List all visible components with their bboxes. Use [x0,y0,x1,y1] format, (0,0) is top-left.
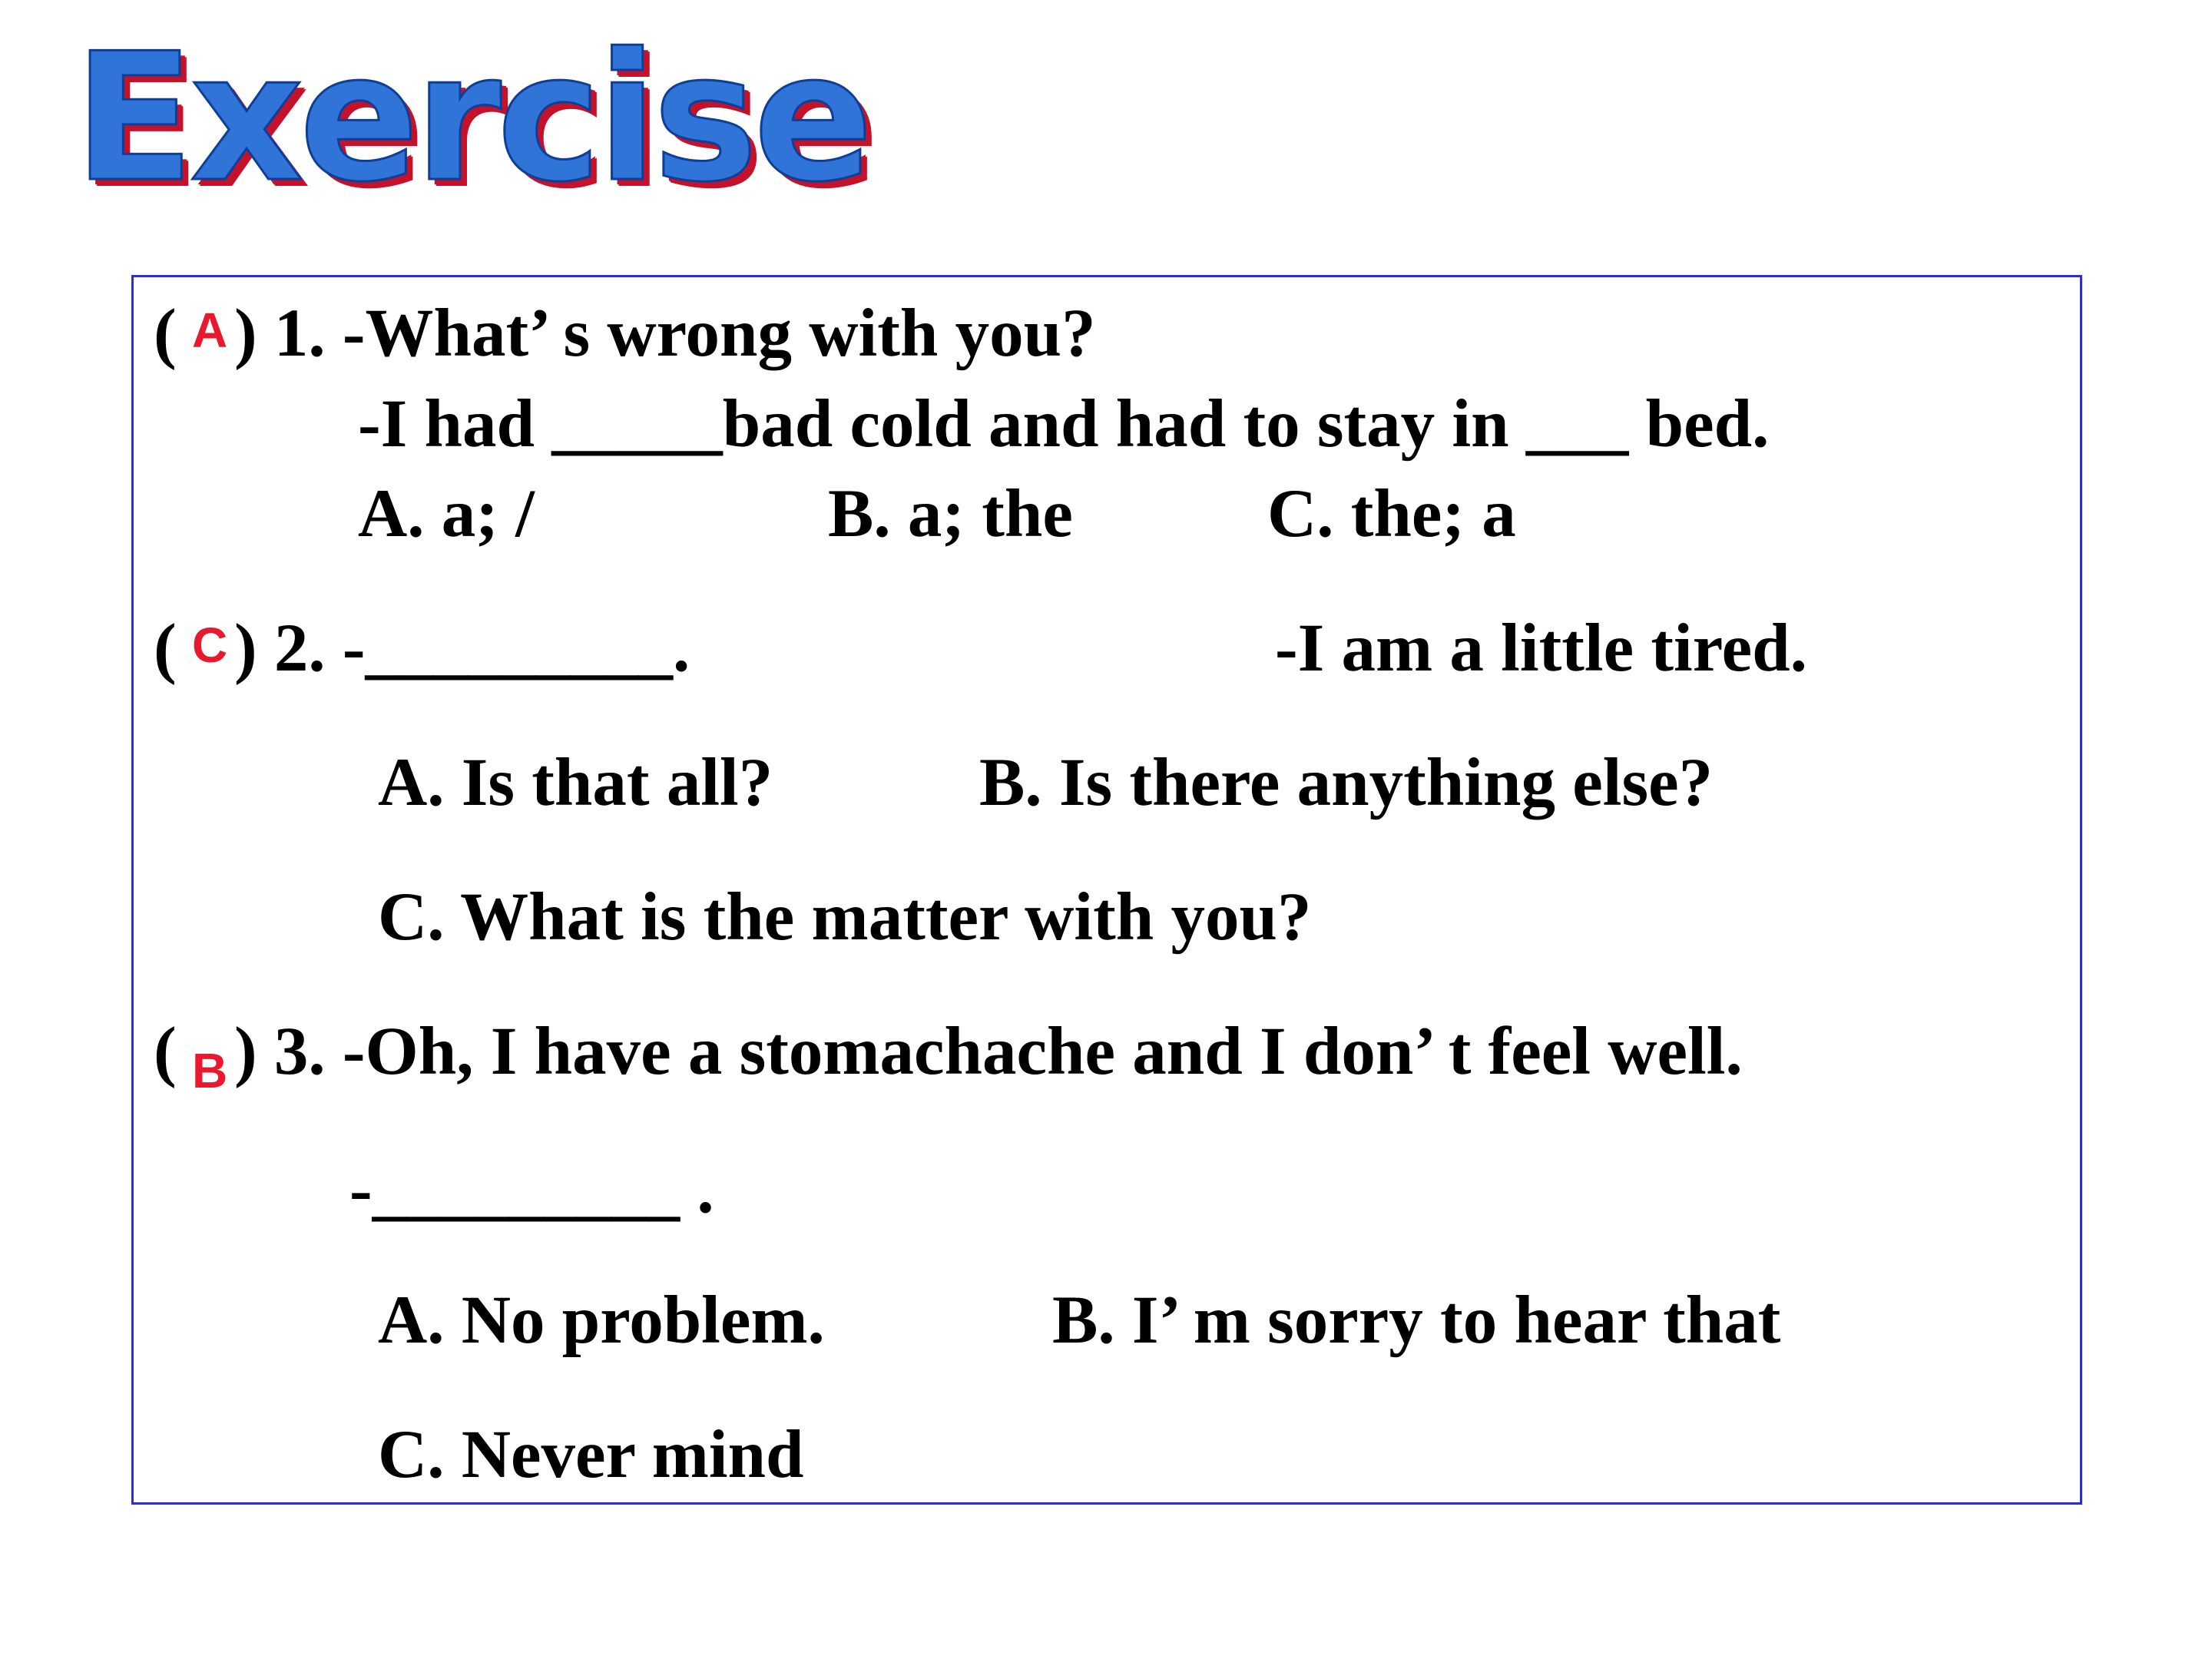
q3-option-a: A. No problem. [378,1283,825,1358]
q3-option-c: C. Never mind [378,1417,804,1492]
page-title: Exercise [74,16,869,221]
q1-stem: ) 1. -What’ s wrong with you? [234,296,1096,371]
q2-answer: C [192,618,228,673]
q2-option-c: C. What is the matter with you? [378,879,1312,955]
q2-stem: ) 2. -_________. [234,611,690,686]
q1-option-c: C. the; a [1267,476,1516,551]
q3-open-paren: ( [154,1014,177,1089]
q3-option-b: B. I’ m sorry to hear that [1052,1283,1781,1358]
q3-answer: B [192,1043,228,1098]
q1-line2: -I had _____bad cold and had to stay in ___ bed. [358,386,1770,462]
q2-open-paren: ( [154,611,177,686]
q2-reply: -I am a little tired. [1275,611,1807,686]
q2-option-a: A. Is that all? [378,745,773,820]
q2-option-b: B. Is there anything else? [979,745,1714,820]
q1-option-a: A. a; / [358,476,535,551]
q1-open-paren: ( [154,296,177,371]
q1-answer: A [192,303,228,358]
q3-stem: ) 3. -Oh, I have a stomachache and I don’ t feel well. [234,1014,1743,1089]
q1-option-b: B. a; the [828,476,1073,551]
q3-blank: -_________ . [349,1152,714,1227]
